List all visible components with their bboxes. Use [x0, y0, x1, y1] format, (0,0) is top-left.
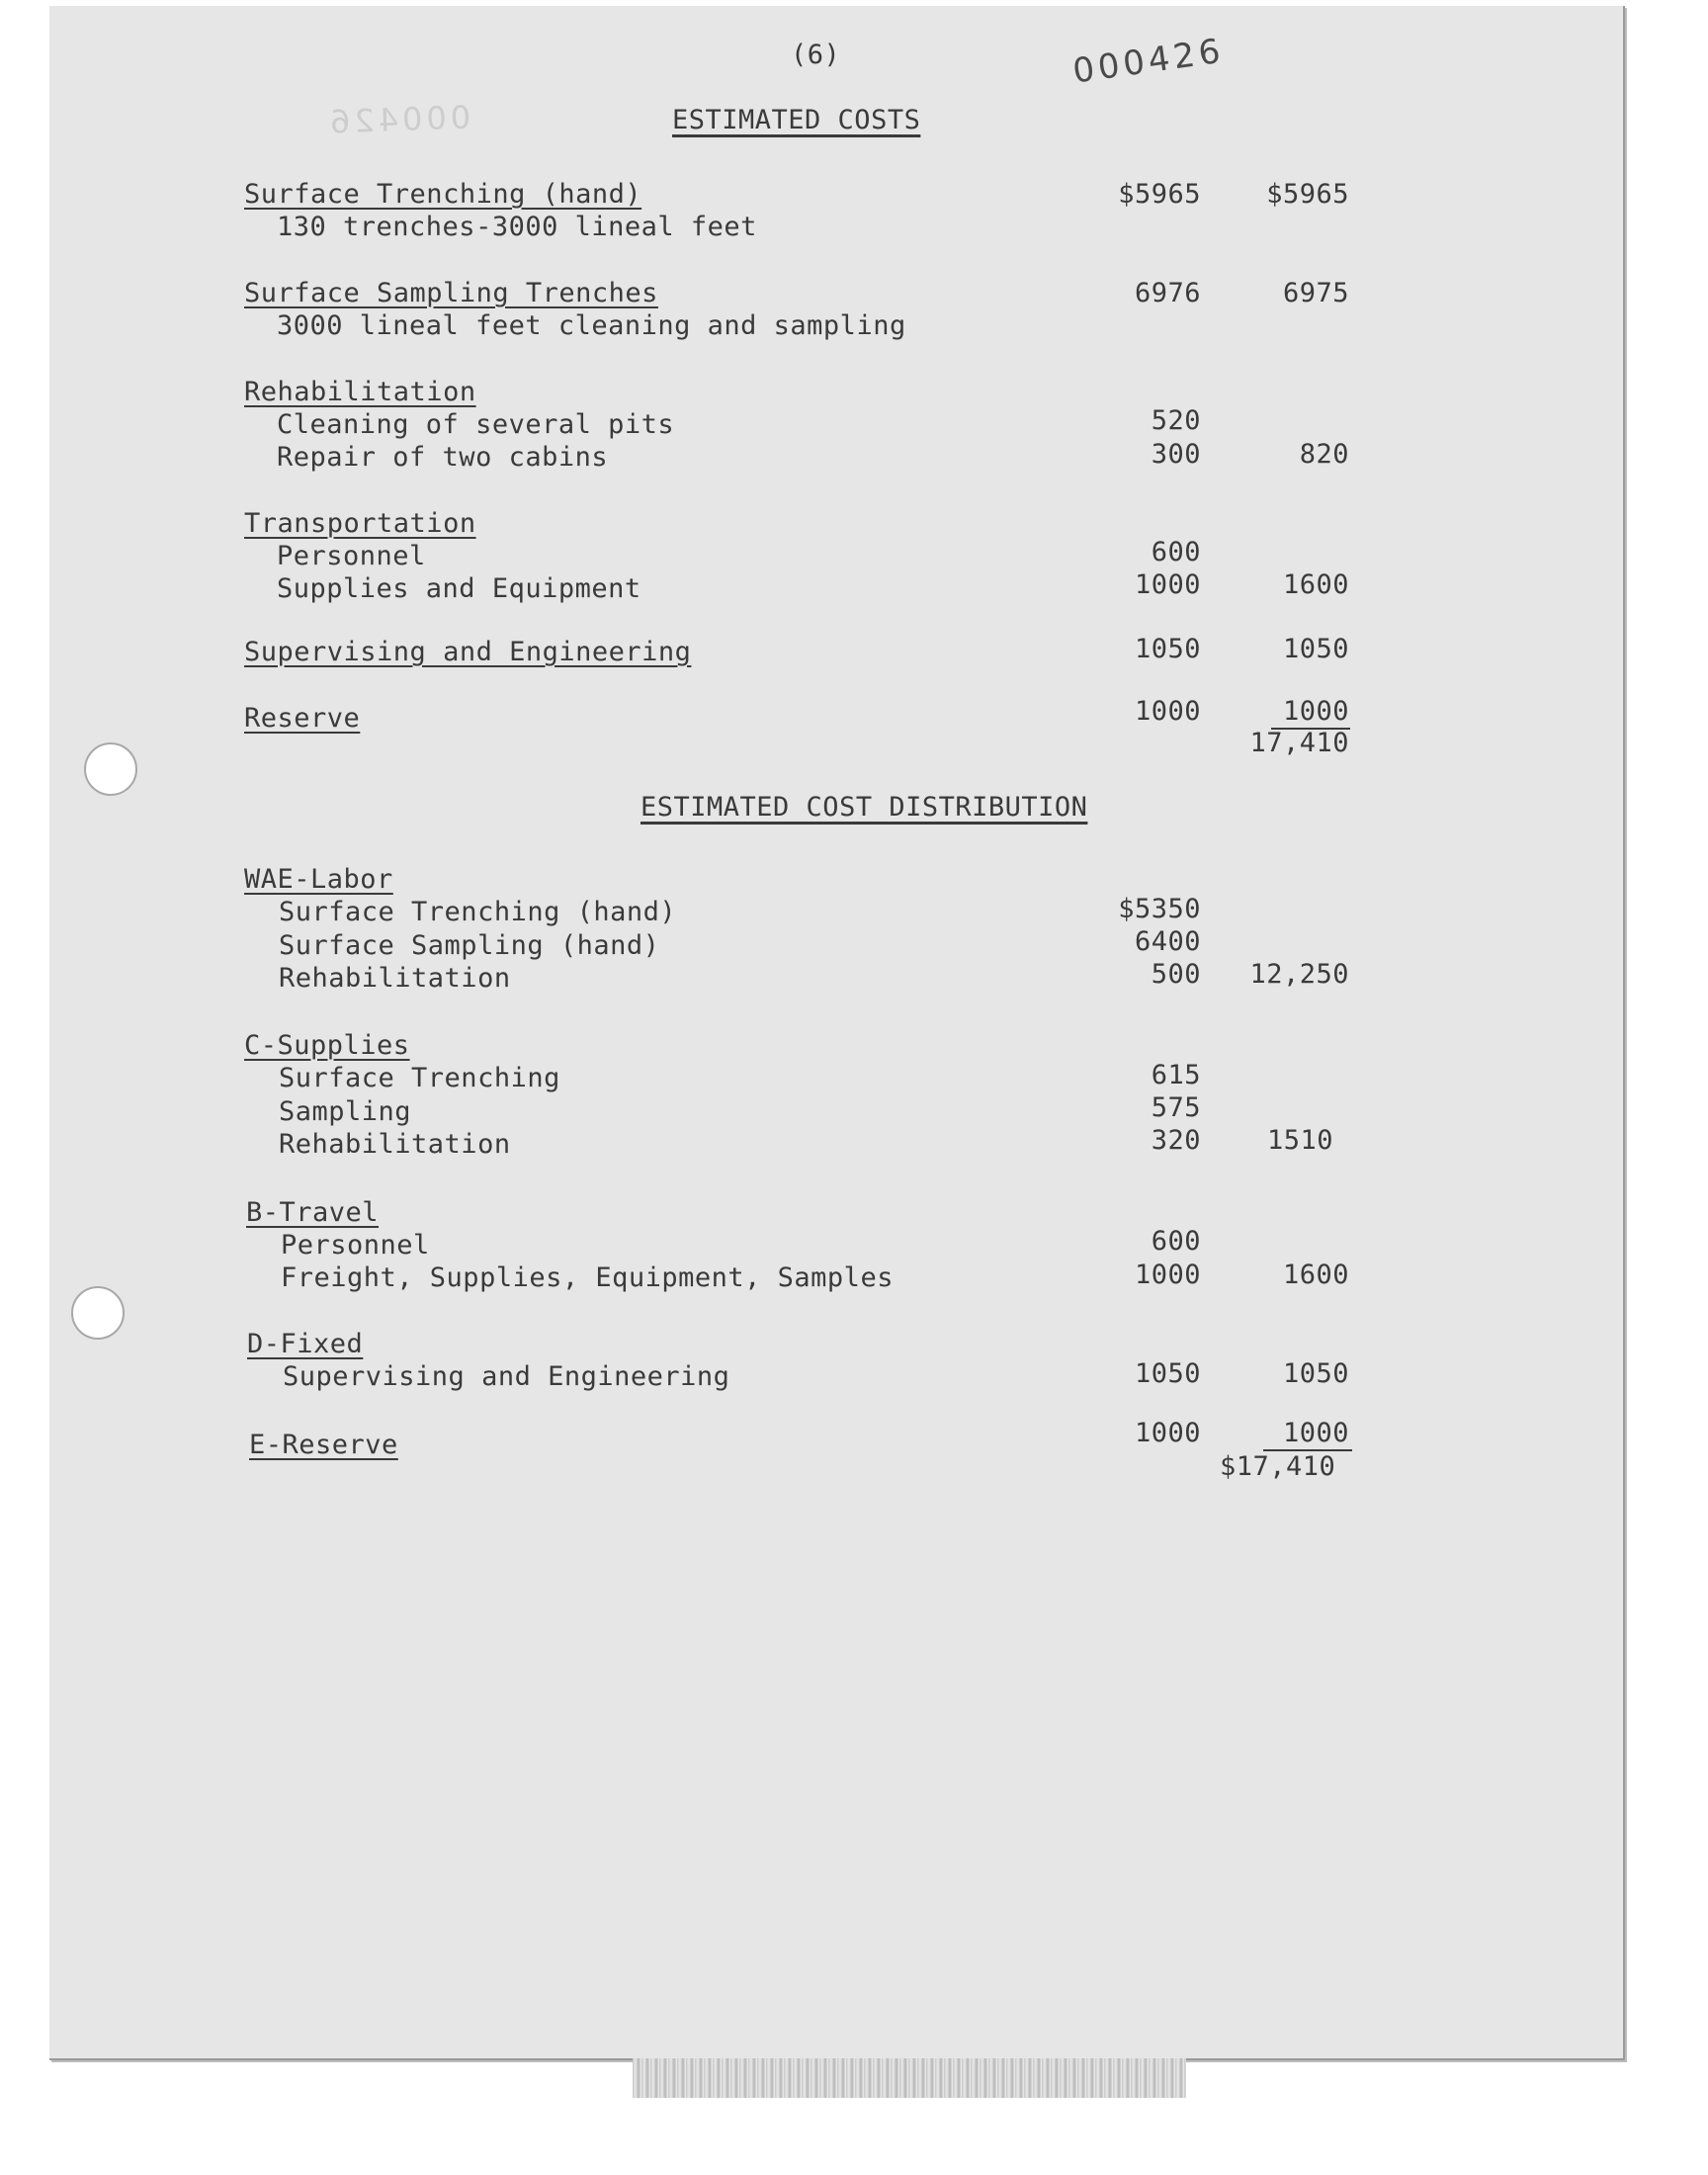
b-travel-total: 1600	[1282, 1260, 1349, 1290]
wae-labor-label: WAE-Labor	[244, 864, 393, 895]
cost-distribution-title: ESTIMATED COST DISTRIBUTION	[640, 792, 1088, 823]
transportation-label: Transportation	[244, 508, 476, 539]
bleed-through-mark: 000426	[325, 98, 471, 141]
reserve-amount: 1000	[1134, 696, 1201, 727]
reserve-total: 1000	[1282, 696, 1349, 727]
surface-sampling-amount: 6976	[1134, 278, 1201, 308]
wae-labor-item2-amount: 6400	[1134, 926, 1201, 957]
surface-trenching-sub: 130 trenches-3000 lineal feet	[277, 212, 757, 242]
page-number: (6)	[791, 40, 841, 70]
transportation-item1-amount: 600	[1151, 537, 1201, 567]
supervising-total: 1050	[1282, 634, 1349, 664]
supervising-label: Supervising and Engineering	[244, 637, 692, 667]
cost-distribution-grand-total: $17,410	[1220, 1451, 1336, 1482]
surface-trenching-label: Surface Trenching (hand)	[244, 179, 642, 210]
surface-trenching-total: $5965	[1266, 179, 1349, 210]
d-fixed-item1-label: Supervising and Engineering	[283, 1361, 730, 1392]
d-fixed-item1-amount: 1050	[1134, 1358, 1201, 1389]
c-supplies-item1-amount: 615	[1151, 1060, 1201, 1090]
scanner-artifact	[633, 2058, 1186, 2098]
rehabilitation-total: 820	[1299, 439, 1349, 470]
d-fixed-total: 1050	[1282, 1358, 1349, 1389]
d-fixed-label: D-Fixed	[247, 1329, 364, 1359]
rehabilitation-item2-label: Repair of two cabins	[277, 442, 609, 473]
supervising-amount: 1050	[1134, 634, 1201, 664]
b-travel-item1-amount: 600	[1151, 1226, 1201, 1257]
c-supplies-item3-amount: 320	[1151, 1125, 1201, 1156]
wae-labor-item3-label: Rehabilitation	[279, 963, 511, 994]
transportation-total: 1600	[1282, 569, 1349, 600]
b-travel-item2-amount: 1000	[1134, 1260, 1201, 1290]
surface-sampling-label: Surface Sampling Trenches	[244, 278, 658, 308]
surface-trenching-amount: $5965	[1118, 179, 1201, 210]
b-travel-item2-label: Freight, Supplies, Equipment, Samples	[281, 1262, 894, 1293]
rehabilitation-item2-amount: 300	[1151, 439, 1201, 470]
document-page	[49, 6, 1625, 2060]
c-supplies-label: C-Supplies	[244, 1030, 410, 1061]
punch-hole-bottom	[71, 1286, 125, 1340]
c-supplies-item1-label: Surface Trenching	[279, 1063, 560, 1093]
document-stamp-number: 000426	[1069, 31, 1227, 92]
rehabilitation-item1-label: Cleaning of several pits	[277, 409, 675, 440]
rehabilitation-item1-amount: 520	[1151, 405, 1201, 436]
e-reserve-total: 1000	[1282, 1418, 1349, 1448]
estimated-costs-title: ESTIMATED COSTS	[672, 105, 921, 135]
estimated-costs-grand-total: 17,410	[1249, 728, 1349, 758]
surface-sampling-sub: 3000 lineal feet cleaning and sampling	[277, 310, 906, 341]
rehabilitation-label: Rehabilitation	[244, 377, 476, 407]
c-supplies-item3-label: Rehabilitation	[279, 1129, 511, 1160]
wae-labor-item1-amount: $5350	[1118, 894, 1201, 924]
wae-labor-item3-amount: 500	[1151, 959, 1201, 990]
transportation-item2-amount: 1000	[1134, 569, 1201, 600]
c-supplies-total: 1510	[1267, 1125, 1334, 1156]
wae-labor-item1-label: Surface Trenching (hand)	[279, 897, 677, 927]
reserve-label: Reserve	[244, 703, 361, 734]
transportation-item2-label: Supplies and Equipment	[277, 573, 641, 604]
b-travel-label: B-Travel	[246, 1197, 380, 1228]
e-reserve-label: E-Reserve	[249, 1430, 398, 1460]
b-travel-item1-label: Personnel	[281, 1230, 430, 1261]
c-supplies-item2-amount: 575	[1151, 1092, 1201, 1123]
e-reserve-amount: 1000	[1134, 1418, 1201, 1448]
wae-labor-item2-label: Surface Sampling (hand)	[279, 930, 660, 961]
wae-labor-total: 12,250	[1249, 959, 1349, 990]
surface-sampling-total: 6975	[1282, 278, 1349, 308]
transportation-item1-label: Personnel	[277, 541, 426, 571]
c-supplies-item2-label: Sampling	[279, 1096, 412, 1127]
